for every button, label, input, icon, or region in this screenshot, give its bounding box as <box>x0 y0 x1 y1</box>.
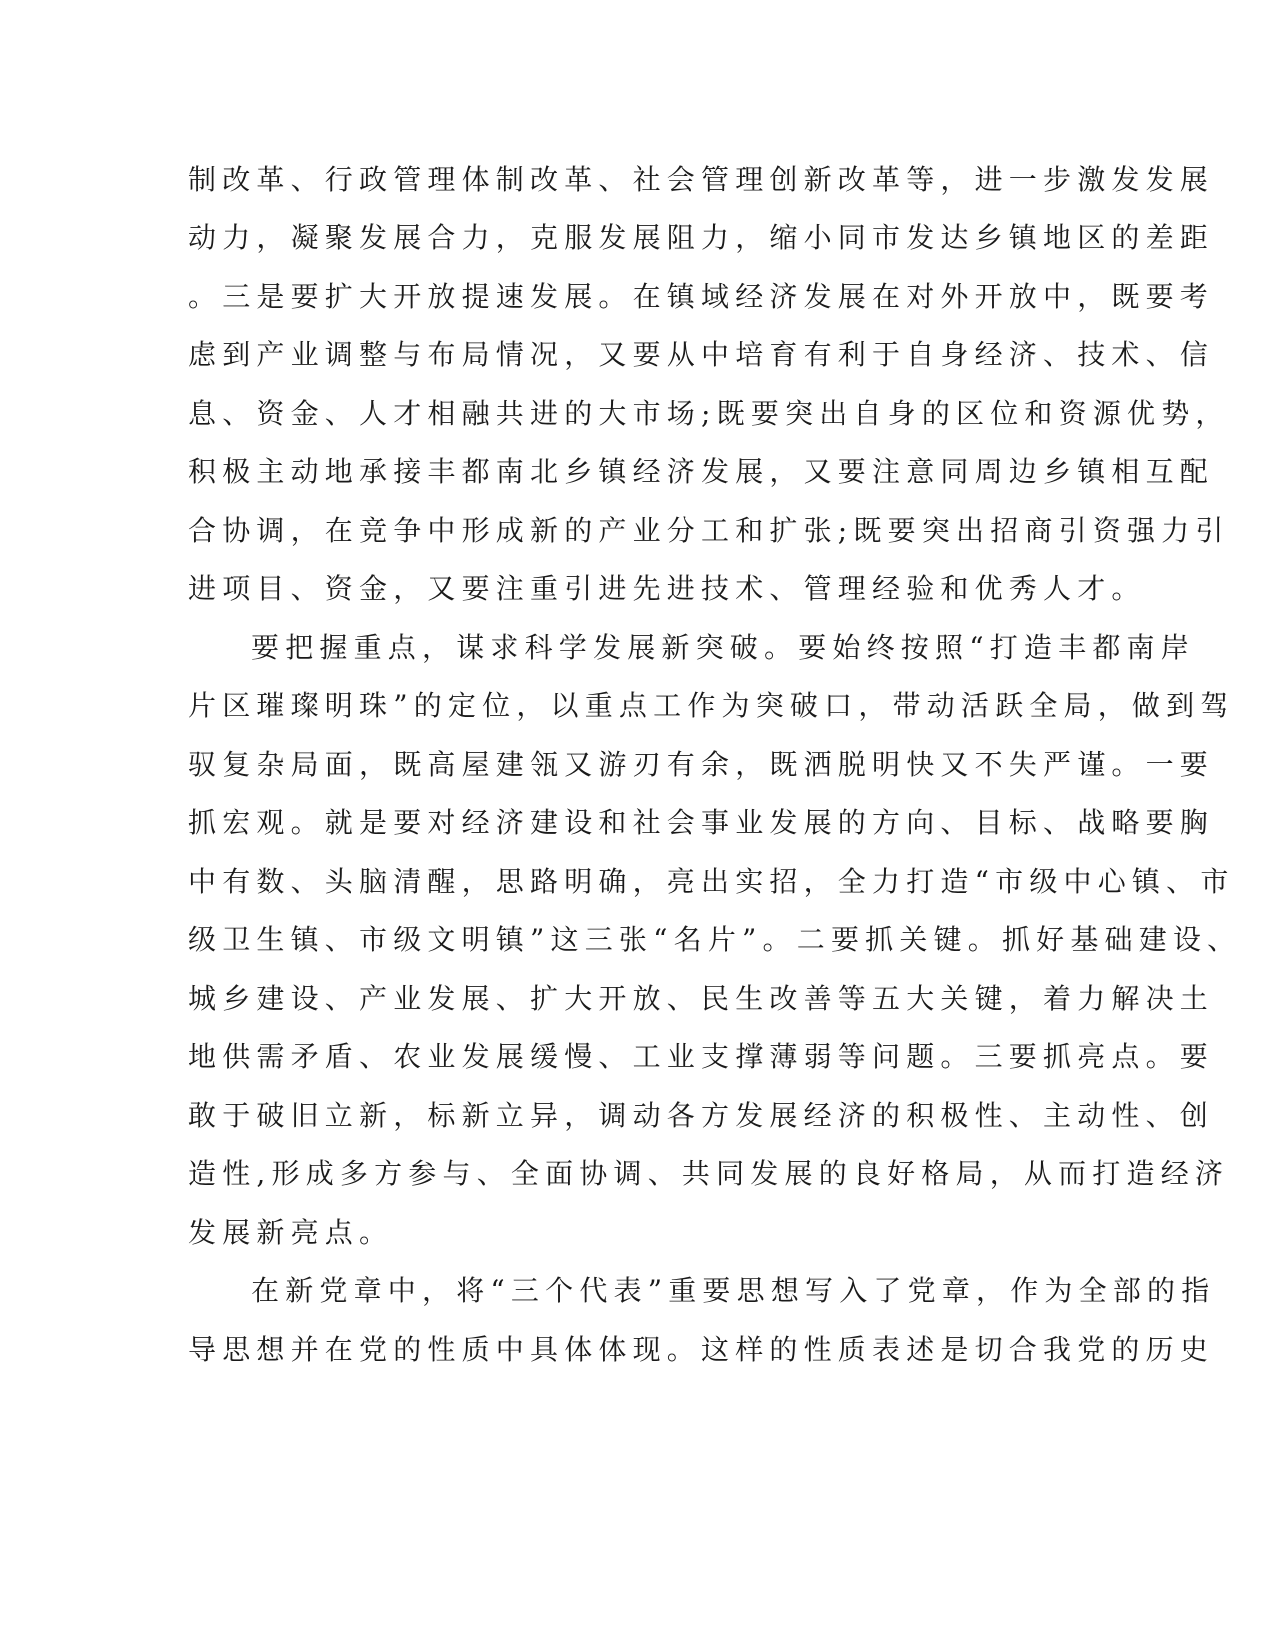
text-line: 敢于破旧立新，标新立异，调动各方发展经济的积极性、主动性、创 <box>188 1099 1215 1132</box>
text-line: 积极主动地承接丰都南北乡镇经济发展，又要注意同周边乡镇相互配 <box>188 455 1215 488</box>
text-line: 城乡建设、产业发展、扩大开放、民生改善等五大关键，着力解决土 <box>188 982 1215 1015</box>
text-line: 制改革、行政管理体制改革、社会管理创新改革等，进一步激发发展 <box>188 163 1215 196</box>
text-line: 驭复杂局面，既高屋建瓴又游刃有余，既洒脱明快又不失严谨。一要 <box>188 748 1215 781</box>
text-line: 发展新亮点。 <box>188 1216 394 1249</box>
text-line: 。三是要扩大开放提速发展。在镇域经济发展在对外开放中，既要考 <box>188 280 1215 313</box>
text-line: 地供需矛盾、农业发展缓慢、工业支撑薄弱等问题。三要抓亮点。要 <box>188 1040 1215 1073</box>
text-line: 片区璀璨明珠”的定位，以重点工作为突破口，带动活跃全局，做到驾 <box>188 689 1235 722</box>
text-line: 级卫生镇、市级文明镇”这三张“名片”。二要抓关键。抓好基础建设、 <box>188 923 1242 956</box>
text-line: 息、资金、人才相融共进的大市场;既要突出自身的区位和资源优势， <box>188 397 1230 430</box>
text-line: 进项目、资金，又要注重引进先进技术、管理经验和优秀人才。 <box>188 572 1146 605</box>
paragraph-first-line: 在新党章中，将“三个代表”重要思想写入了党章，作为全部的指 <box>251 1274 1216 1307</box>
text-line: 合协调，在竞争中形成新的产业分工和扩张;既要突出招商引资强力引 <box>188 514 1230 547</box>
text-line: 造性,形成多方参与、全面协调、共同发展的良好格局，从而打造经济 <box>188 1157 1230 1190</box>
text-line: 抓宏观。就是要对经济建设和社会事业发展的方向、目标、战略要胸 <box>188 806 1215 839</box>
text-line: 导思想并在党的性质中具体体现。这样的性质表述是切合我党的历史 <box>188 1333 1215 1366</box>
text-line: 动力，凝聚发展合力，克服发展阻力，缩小同市发达乡镇地区的差距 <box>188 221 1215 254</box>
paragraph-first-line: 要把握重点，谋求科学发展新突破。要始终按照“打造丰都南岸 <box>251 631 1195 664</box>
text-line: 中有数、头脑清醒，思路明确，亮出实招，全力打造“市级中心镇、市 <box>188 865 1235 898</box>
text-line: 虑到产业调整与布局情况，又要从中培育有利于自身经济、技术、信 <box>188 338 1215 371</box>
